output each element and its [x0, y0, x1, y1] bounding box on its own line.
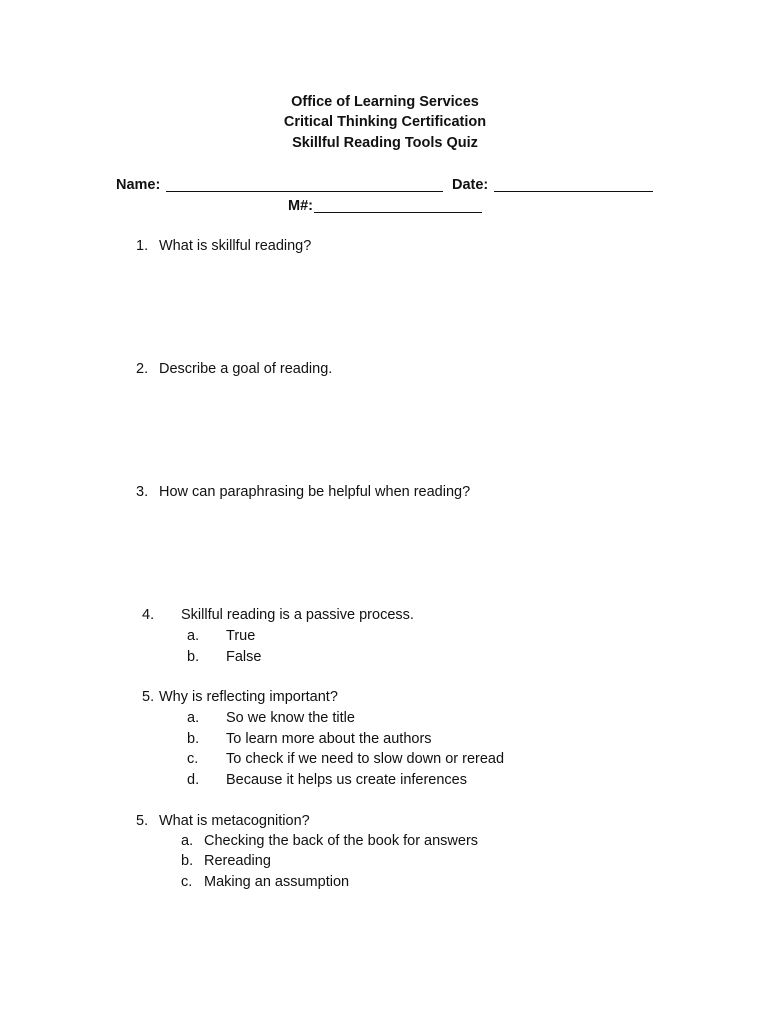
- question-text: Why is reflecting important?: [159, 689, 338, 705]
- question-number: 1.: [136, 238, 149, 254]
- option-letter: a.: [187, 628, 200, 644]
- question-number: 4.: [142, 607, 155, 623]
- option-letter: b.: [187, 731, 200, 747]
- m-number-label: M#:: [288, 198, 313, 214]
- option-letter: b.: [187, 649, 200, 665]
- question-number: 3.: [136, 484, 149, 500]
- option-text: So we know the title: [226, 710, 355, 726]
- date-label: Date:: [452, 177, 489, 193]
- option-text: True: [226, 628, 256, 644]
- option-text: To learn more about the authors: [226, 731, 432, 747]
- option-text: False: [226, 649, 262, 665]
- option-text: Making an assumption: [204, 874, 350, 890]
- date-blank[interactable]: [494, 191, 653, 192]
- option-letter: a.: [187, 710, 200, 726]
- question-number: 5.: [142, 689, 155, 705]
- question-text: How can paraphrasing be helpful when reading?: [159, 484, 471, 500]
- option-letter: c.: [181, 874, 193, 890]
- certification-title: Critical Thinking Certification: [283, 114, 487, 130]
- question-number: 5.: [136, 813, 149, 829]
- option-text: To check if we need to slow down or reread: [226, 751, 505, 767]
- question-number: 2.: [136, 361, 149, 377]
- option-letter: b.: [181, 853, 194, 869]
- office-title: Office of Learning Services: [291, 94, 479, 110]
- name-label: Name:: [116, 177, 161, 193]
- question-text: Describe a goal of reading.: [159, 361, 333, 377]
- name-blank[interactable]: [166, 191, 443, 192]
- option-letter: a.: [181, 833, 194, 849]
- quiz-title: Skillful Reading Tools Quiz: [292, 135, 478, 151]
- option-text: Rereading: [204, 853, 271, 869]
- option-text: Checking the back of the book for answers: [204, 833, 479, 849]
- option-text: Because it helps us create inferences: [226, 772, 467, 788]
- option-letter: d.: [187, 772, 200, 788]
- option-letter: c.: [187, 751, 199, 767]
- question-text: What is metacognition?: [159, 813, 310, 829]
- question-text: What is skillful reading?: [159, 238, 312, 254]
- question-text: Skillful reading is a passive process.: [181, 607, 414, 623]
- m-number-blank[interactable]: [314, 212, 482, 213]
